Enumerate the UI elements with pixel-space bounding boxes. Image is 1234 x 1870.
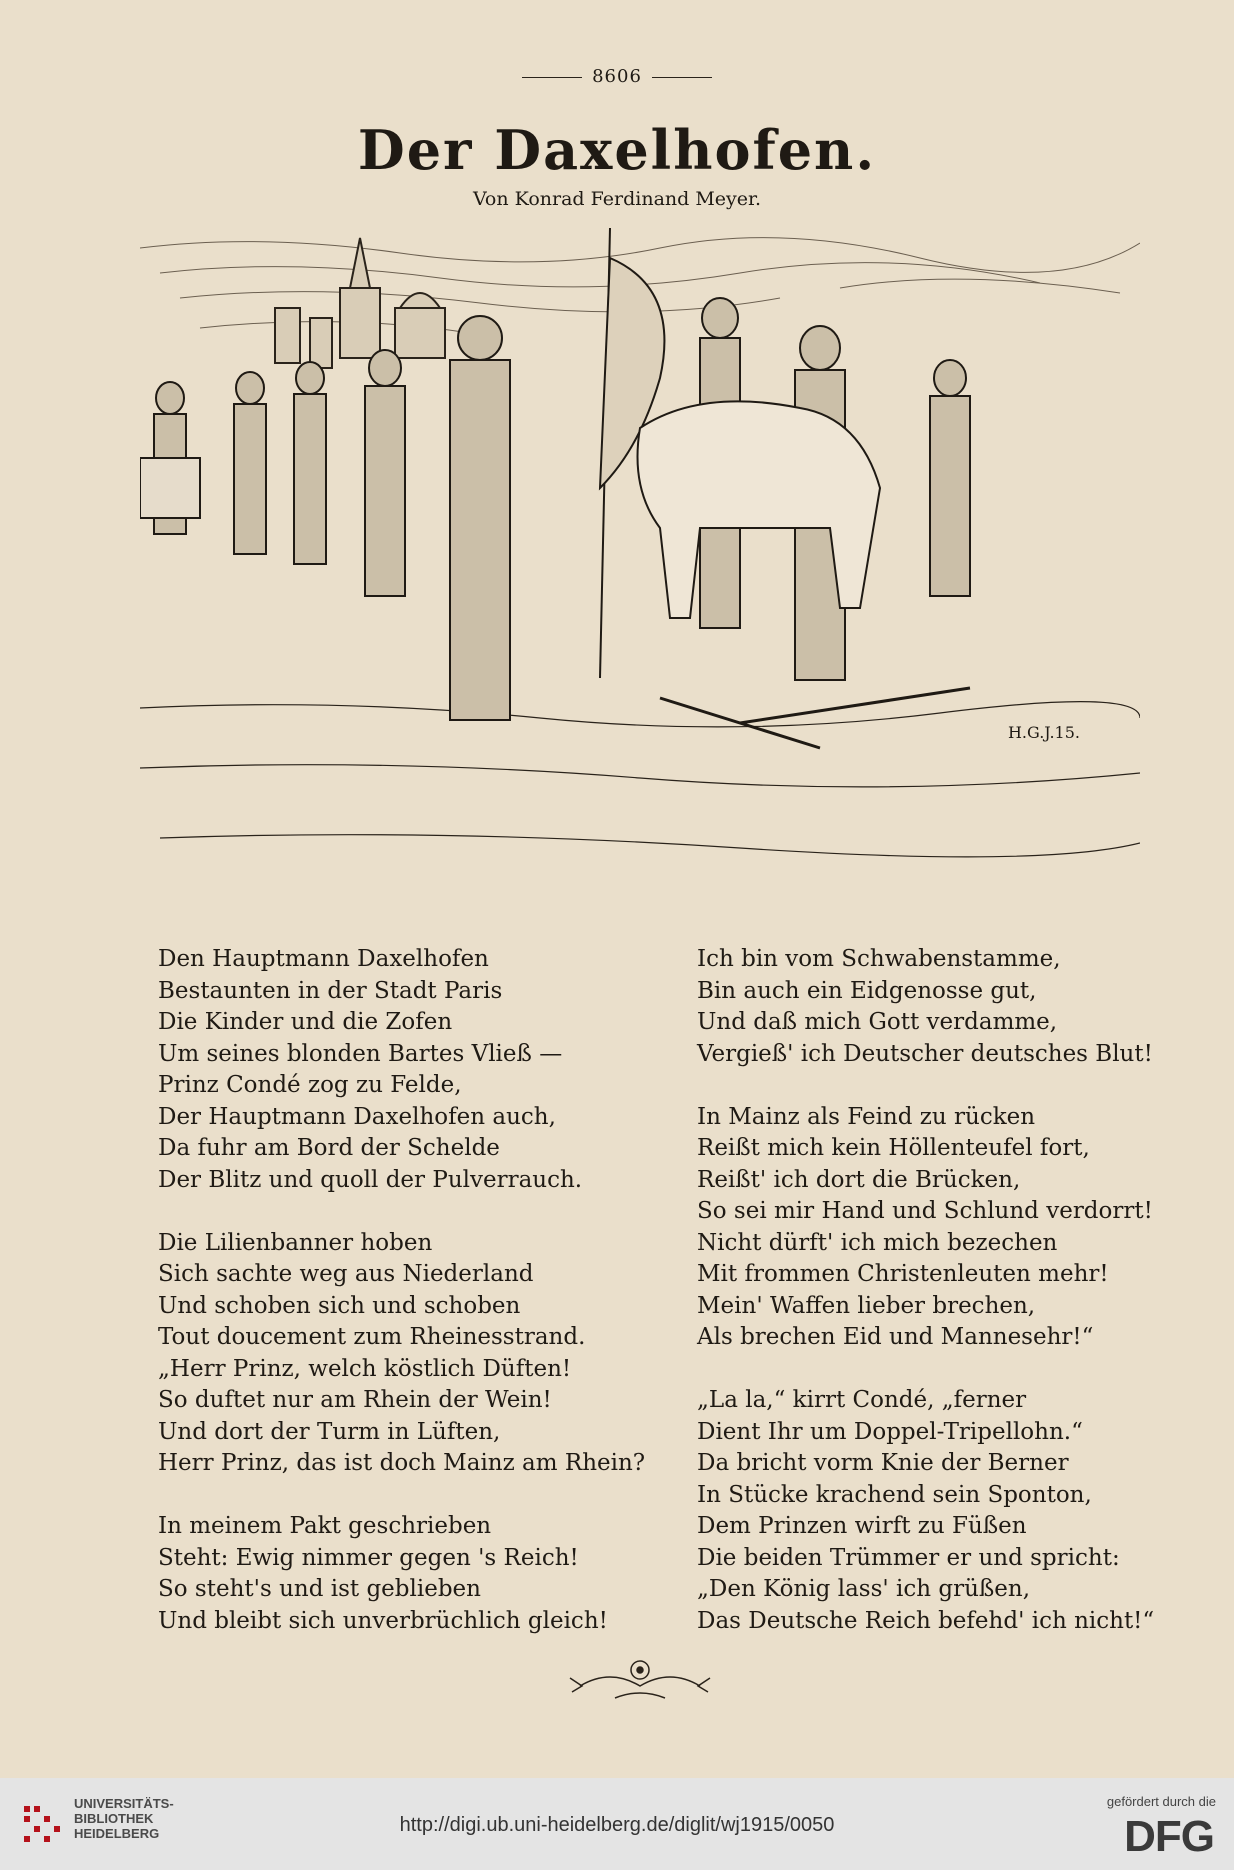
poem-title: Der Daxelhofen. — [357, 118, 877, 182]
poem-line: Die Lilienbanner hoben — [158, 1229, 433, 1256]
right-stanza — [697, 944, 1167, 1070]
poem-line: Und dort der Turm in Lüften, — [158, 1418, 501, 1445]
poem-line: Da bricht vorm Knie der Berner — [697, 1450, 1069, 1476]
poem-line: Und schoben sich und schoben — [158, 1292, 521, 1319]
poem-line: Reißt' ich dort die Brücken, — [697, 1166, 1021, 1193]
poem-author: Von Konrad Ferdinand Meyer. — [472, 188, 762, 210]
poem-line: Die beiden Trümmer er und spricht: — [697, 1544, 1120, 1571]
page-number: 8606 — [0, 66, 1234, 87]
poem-line: Der Hauptmann Daxelhofen auch, — [158, 1103, 556, 1130]
poem-line: „La la,“ kirrt Condé, „ferner — [697, 1387, 1027, 1413]
poem-line: Vergieß' ich Deutscher deutsches Blut! — [697, 1040, 1153, 1067]
poem-line: So sei mir Hand und Schlund verdorrt! — [697, 1198, 1153, 1224]
poem-line: Und daß mich Gott verdamme, — [697, 1009, 1058, 1035]
dfg-logo: DFG — [1124, 1812, 1214, 1861]
poem-line: „Herr Prinz, welch köstlich Düften! — [158, 1355, 572, 1382]
poem-line: Herr Prinz, das ist doch Mainz am Rhein? — [158, 1450, 646, 1476]
poem-right-column — [697, 944, 1167, 1669]
left-stanza — [158, 1228, 678, 1480]
poem-line: Bin auch ein Eidgenosse gut, — [697, 977, 1037, 1004]
poem-line: Dem Prinzen wirft zu Füßen — [697, 1513, 1027, 1539]
poem-line: Reißt mich kein Höllenteufel fort, — [697, 1135, 1090, 1161]
decorative-ornament — [560, 1648, 720, 1708]
poem-line: In meinem Pakt geschrieben — [158, 1513, 492, 1539]
right-stanza — [697, 1102, 1167, 1354]
poem-line: Den Hauptmann Daxelhofen — [158, 946, 489, 972]
poem-line: Um seines blonden Bartes Vließ — — [158, 1040, 563, 1067]
poem-line: Da fuhr am Bord der Schelde — [158, 1135, 500, 1161]
poem-line: „Den König lass' ich grüßen, — [697, 1576, 1031, 1602]
poem-line: Als brechen Eid und Mannesehr!“ — [697, 1324, 1094, 1350]
funding-note: gefördert durch die — [1106, 1794, 1216, 1809]
poem-line: Tout doucement zum Rheinesstrand. — [158, 1324, 586, 1350]
poem-line: Mit frommen Christenleuten mehr! — [697, 1261, 1109, 1287]
poem-line: Nicht dürft' ich mich bezechen — [697, 1229, 1058, 1256]
poem-line: Das Deutsche Reich befehd' ich nicht!“ — [697, 1607, 1155, 1634]
poem-line: So steht's und ist geblieben — [158, 1576, 481, 1602]
poem-line: So duftet nur am Rhein der Wein! — [158, 1387, 552, 1413]
engraving-illustration — [140, 228, 1140, 898]
poem-line: Bestaunten in der Stadt Paris — [158, 977, 503, 1004]
poem-line: Dient Ihr um Doppel-Tripellohn.“ — [697, 1418, 1083, 1445]
poem-line: Mein' Waffen lieber brechen, — [697, 1292, 1036, 1319]
poem-line: Und bleibt sich unverbrüchlich gleich! — [158, 1607, 608, 1634]
poem-line: Die Kinder und die Zofen — [158, 1009, 453, 1035]
footer-bar — [0, 1778, 1234, 1870]
right-stanza — [697, 1385, 1167, 1637]
illustration-signature: H.G.J.15. — [1007, 723, 1080, 742]
permalink-url[interactable]: http://digi.ub.uni-heidelberg.de/diglit/wj1915/0050 — [399, 1814, 835, 1836]
poem-line: Der Blitz und quoll der Pulverrauch. — [158, 1166, 583, 1193]
poem-line: In Stücke krachend sein Sponton, — [697, 1481, 1092, 1508]
library-name: UNIVERSITÄTS- BIBLIOTHEK HEIDELBERG — [74, 1796, 174, 1841]
poem-line: In Mainz als Feind zu rücken — [697, 1103, 1036, 1130]
poem-line: Steht: Ewig nimmer gegen 's Reich! — [158, 1544, 579, 1571]
poem-line: Sich sachte weg aus Niederland — [158, 1261, 534, 1287]
left-stanza — [158, 944, 678, 1196]
poem-line: Prinz Condé zog zu Felde, — [158, 1072, 462, 1098]
poem-line: Ich bin vom Schwabenstamme, — [697, 946, 1061, 972]
poem-left-column — [158, 944, 678, 1669]
left-stanza — [158, 1511, 678, 1637]
